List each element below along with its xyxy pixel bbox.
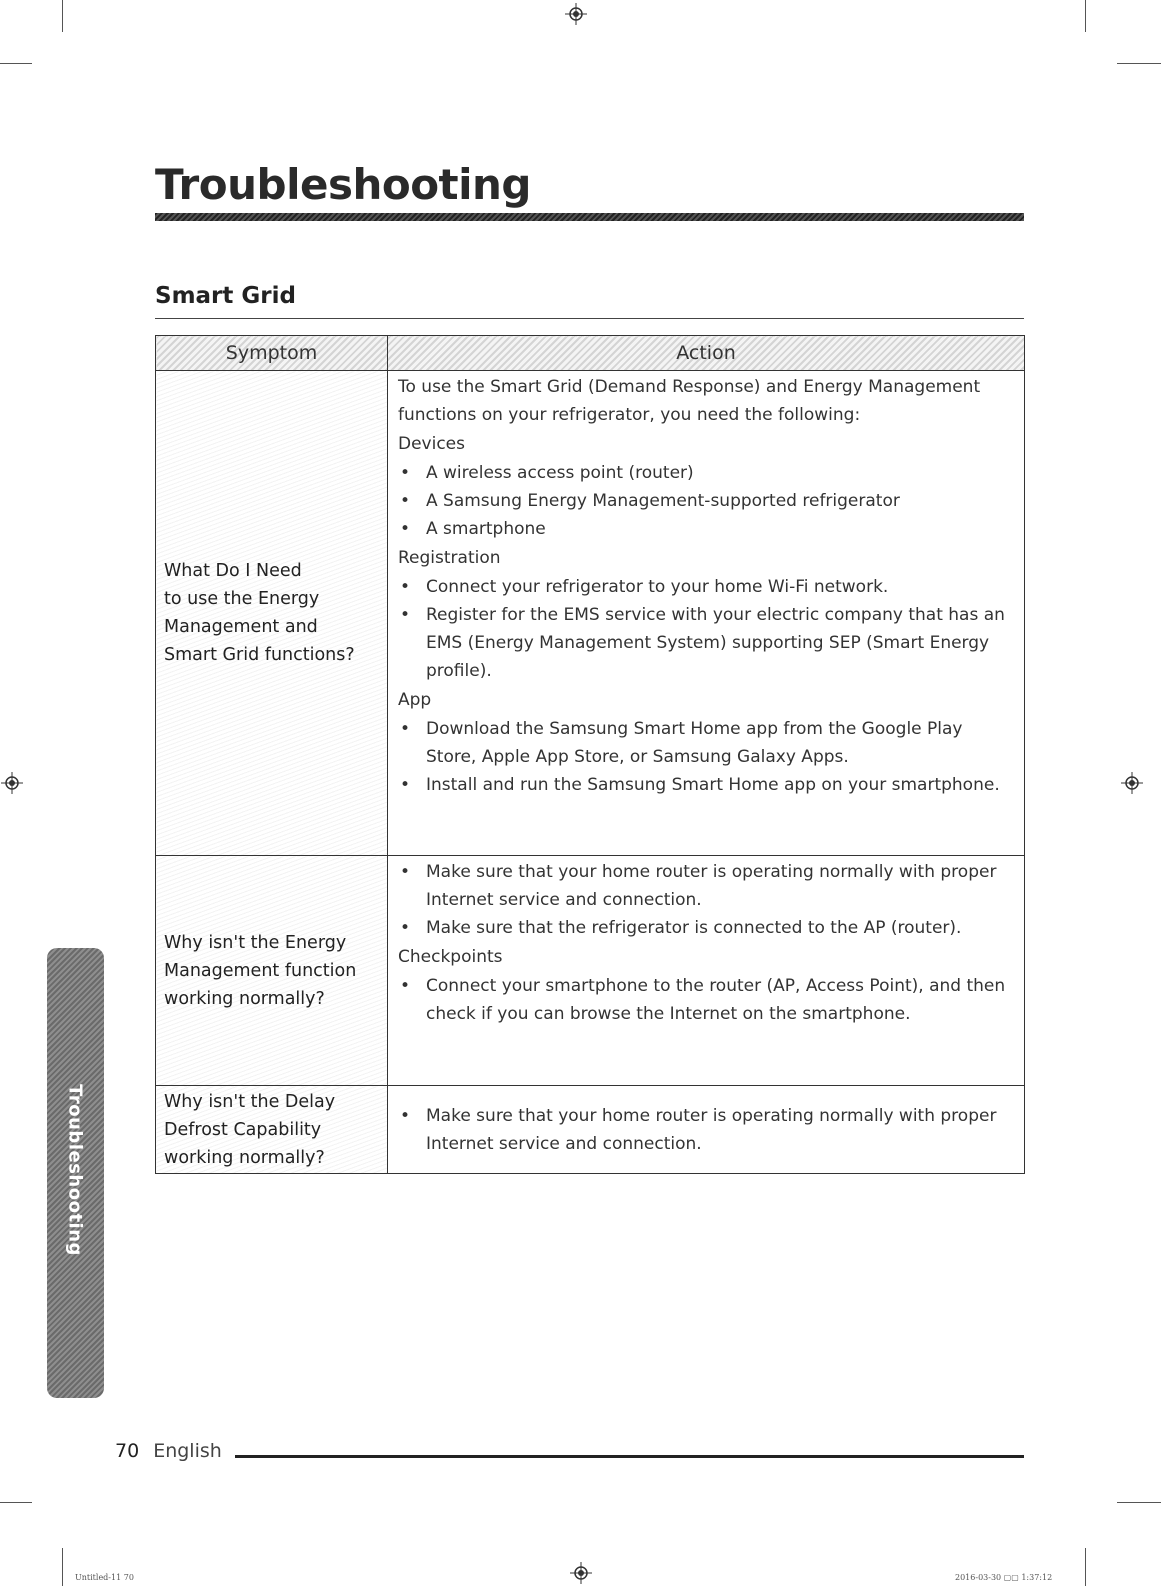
- side-tab-label: Troubleshooting: [64, 1084, 86, 1256]
- list-item: • A wireless access point (router): [398, 459, 1014, 487]
- bullet-list: [398, 715, 1014, 799]
- table-row: [156, 371, 1025, 856]
- section-divider: [155, 318, 1024, 319]
- bullet-list: [398, 573, 1014, 685]
- crop-mark: [1085, 0, 1086, 32]
- list-item: • Install and run the Samsung Smart Home app on your smartphone.: [398, 771, 1014, 799]
- symptom-text: Why isn't the Energy: [164, 932, 347, 953]
- list-item: • Download the Samsung Smart Home app from the Google Play Store, Apple App Store, or Samsung Galaxy Apps.: [398, 715, 1014, 771]
- table-row: [156, 856, 1025, 1086]
- crop-mark: [62, 1548, 63, 1586]
- symptom-cell: [156, 371, 388, 856]
- crop-mark: [62, 0, 63, 32]
- list-item: • A smartphone: [398, 515, 1014, 543]
- crop-mark: [1085, 1548, 1086, 1586]
- list-item: • Make sure that the refrigerator is connected to the AP (router).: [398, 914, 1014, 942]
- action-cell: [388, 856, 1025, 1086]
- column-header-symptom: Symptom: [156, 336, 388, 371]
- symptom-text: Why isn't the Delay: [164, 1091, 336, 1112]
- crop-mark: [0, 63, 32, 64]
- page-number: 70: [115, 1440, 140, 1462]
- bullet-list: [398, 858, 1014, 942]
- section-heading: Smart Grid: [155, 283, 296, 309]
- symptom-text: to use the Energy: [164, 589, 320, 609]
- table-header-row: [156, 336, 1025, 371]
- page-language: English: [153, 1440, 222, 1462]
- action-cell: [388, 371, 1025, 856]
- troubleshooting-table: [155, 335, 1025, 1174]
- page-title: Troubleshooting: [155, 160, 531, 209]
- list-item: • Make sure that your home router is operating normally with proper Internet service and connection.: [398, 858, 1014, 914]
- symptom-text: Management and: [164, 617, 318, 637]
- list-item: • Make sure that your home router is operating normally with proper Internet service and connection.: [398, 1102, 1014, 1158]
- print-slug-left: Untitled-11 70: [75, 1573, 134, 1582]
- list-item: • Connect your smartphone to the router (AP, Access Point), and then check if you can browse the Internet on the smartphone.: [398, 972, 1014, 1028]
- registration-mark-icon: [1, 772, 23, 794]
- crop-mark: [0, 1502, 32, 1503]
- group-heading: App: [398, 690, 432, 710]
- symptom-text: working normally?: [164, 988, 325, 1009]
- bullet-list: [398, 1102, 1014, 1158]
- registration-mark-icon: [570, 1562, 592, 1584]
- footer-rule: [235, 1455, 1024, 1458]
- action-intro: To use the Smart Grid (Demand Response) and Energy Management functions on your refrigerator, you need the following:: [398, 377, 981, 425]
- symptom-text: Defrost Capability: [164, 1119, 322, 1140]
- crop-mark: [1117, 63, 1161, 64]
- bullet-list: [398, 972, 1014, 1028]
- group-heading: Checkpoints: [398, 947, 503, 967]
- symptom-text: working normally?: [164, 1147, 325, 1168]
- registration-mark-icon: [1121, 772, 1143, 794]
- action-cell: [388, 1086, 1025, 1174]
- symptom-text: Smart Grid functions?: [164, 645, 355, 665]
- title-underline: [155, 213, 1024, 221]
- page-footer: [115, 1440, 222, 1462]
- list-item: • Register for the EMS service with your electric company that has an EMS (Energy Management System) supporting SEP (Smart Energy profile).: [398, 601, 1014, 685]
- list-item: • A Samsung Energy Management-supported refrigerator: [398, 487, 1014, 515]
- symptom-cell: [156, 856, 388, 1086]
- symptom-text: What Do I Need: [164, 561, 302, 581]
- symptom-text: Management function: [164, 960, 357, 981]
- group-heading: Devices: [398, 434, 465, 454]
- symptom-cell: [156, 1086, 388, 1174]
- crop-mark: [1117, 1502, 1161, 1503]
- list-item: • Connect your refrigerator to your home Wi-Fi network.: [398, 573, 1014, 601]
- group-heading: Registration: [398, 548, 501, 568]
- print-slug-right: 2016-03-30 ▢▢ 1:37:12: [955, 1573, 1053, 1582]
- column-header-action: Action: [388, 336, 1025, 371]
- registration-mark-icon: [565, 3, 587, 25]
- bullet-list: [398, 459, 1014, 543]
- table-row: [156, 1086, 1025, 1174]
